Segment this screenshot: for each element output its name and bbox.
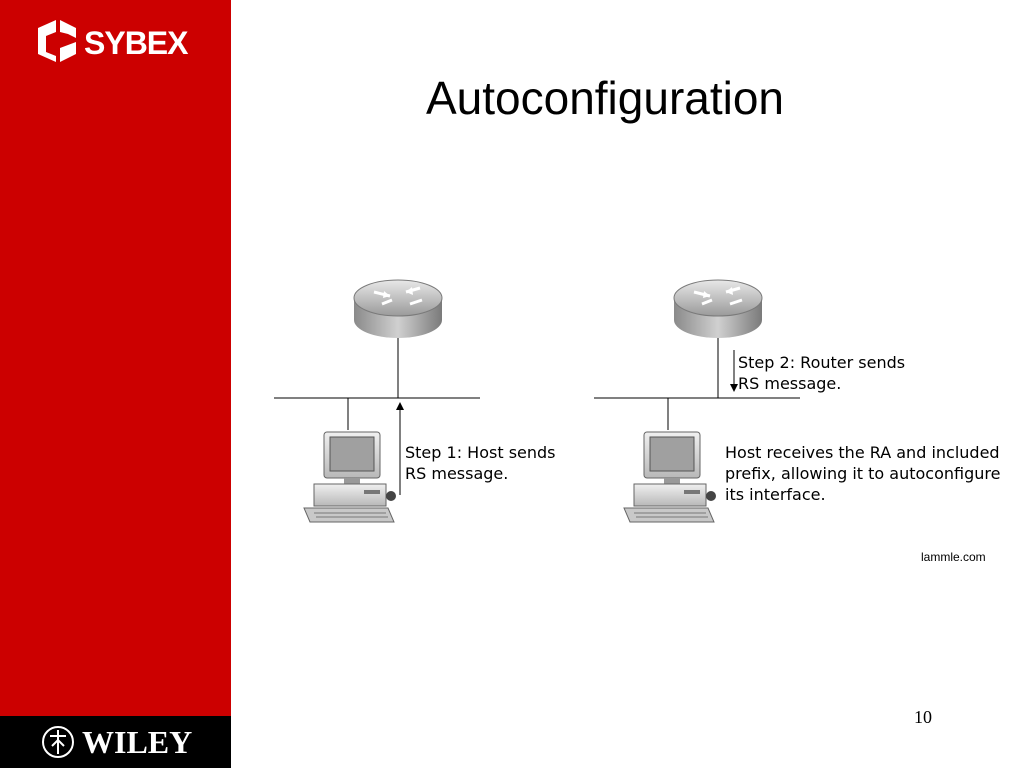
- sidebar: [0, 0, 231, 716]
- right-host-computer-icon: [624, 432, 716, 522]
- network-diagram: [270, 270, 1010, 570]
- right-result-label: [725, 442, 1000, 505]
- image-credit: lammle.com: [921, 550, 986, 564]
- sybex-emblem-icon: [34, 18, 80, 64]
- slide-title: Autoconfiguration: [425, 72, 785, 124]
- left-step-label-line1: Step 1: Host sends: [405, 443, 556, 462]
- page-number: 10: [914, 707, 932, 727]
- right-step-label-line1: Step 2: Router sends: [738, 353, 906, 372]
- sybex-logo: [34, 18, 204, 64]
- right-step-label: [738, 352, 905, 394]
- wiley-logo: [40, 724, 200, 760]
- right-step-label-line2: RS message.: [738, 374, 842, 393]
- left-step-label-line2: RS message.: [405, 464, 509, 483]
- footer-band: [0, 716, 231, 768]
- wiley-logo-text: WILEY: [82, 724, 193, 760]
- left-router-icon: [354, 280, 442, 338]
- sybex-logo-text: SYBEX: [84, 25, 188, 61]
- right-result-line2: prefix, allowing it to autoconfigure: [725, 464, 1001, 483]
- right-router-icon: [674, 280, 762, 338]
- right-result-line3: its interface.: [725, 485, 826, 504]
- right-result-line1: Host receives the RA and included: [725, 443, 1000, 462]
- wiley-emblem-icon: [40, 724, 76, 760]
- left-host-computer-icon: [304, 432, 396, 522]
- left-step-label: [405, 442, 556, 484]
